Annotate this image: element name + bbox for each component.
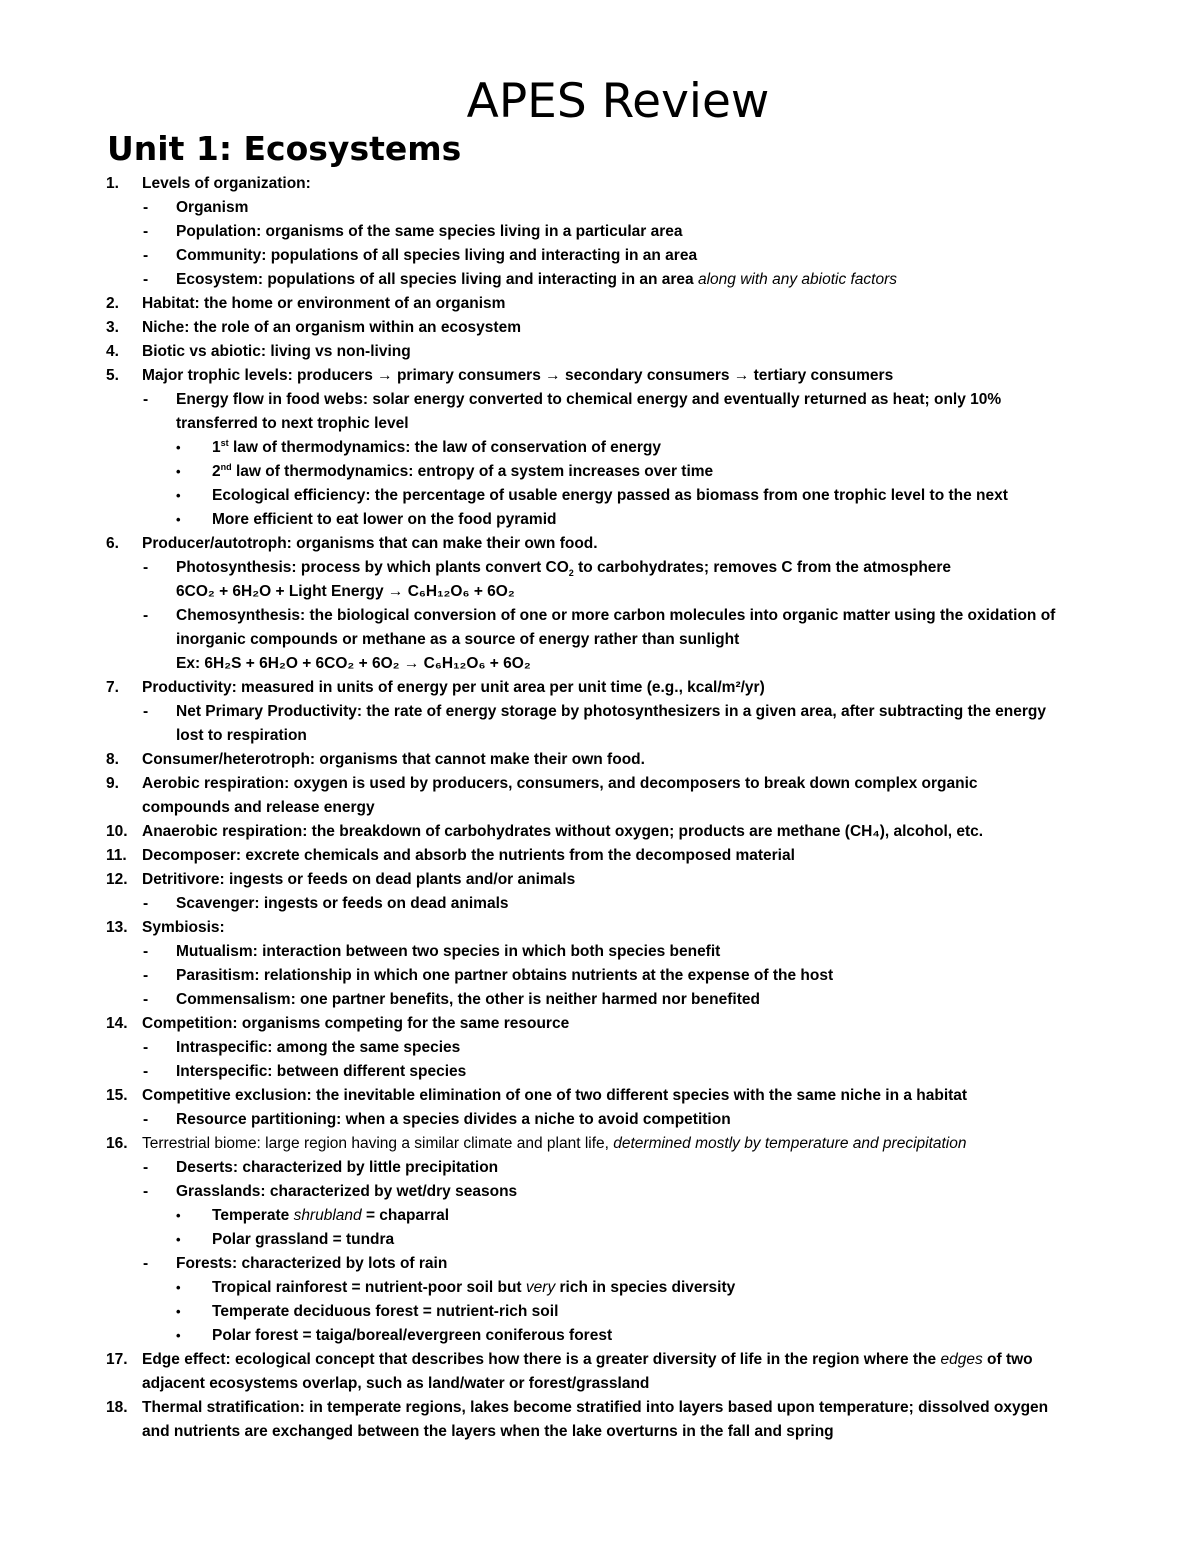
dash-marker: - — [143, 391, 149, 408]
item-text: Major trophic levels: producers → primary consumers → secondary consumers → tertiary consumers — [142, 367, 894, 384]
item-text: Niche: the role of an organism within an ecosystem — [142, 319, 521, 336]
item-text: Anaerobic respiration: the breakdown of carbohydrates without oxygen; products are methane (CH₄), alcohol, etc. — [142, 823, 984, 840]
dash-marker: - — [143, 607, 149, 624]
bullet-text: Polar grassland = tundra — [212, 1231, 395, 1248]
dash-marker: - — [143, 967, 149, 984]
bullet-text: Temperate deciduous forest = nutrient-rich soil — [212, 1303, 559, 1320]
bullet-marker: • — [176, 1328, 181, 1343]
item-text: Habitat: the home or environment of an organism — [142, 295, 506, 312]
item-number: 1. — [106, 175, 119, 192]
item-text: adjacent ecosystems overlap, such as land/water or forest/grassland — [142, 1375, 650, 1392]
equation-text: Ex: 6H₂S + 6H₂O + 6CO₂ + 6O₂ → C₆H₁₂O₆ + 6O₂ — [176, 655, 531, 672]
item-number: 12. — [106, 871, 128, 888]
sub-item-text: Resource partitioning: when a species divides a niche to avoid competition — [176, 1111, 731, 1128]
sub-item-text: inorganic compounds or methane as a source of energy rather than sunlight — [176, 631, 740, 648]
bullet-marker: • — [176, 1304, 181, 1319]
item-number: 18. — [106, 1399, 128, 1416]
bullet-marker: • — [176, 512, 181, 527]
item-number: 17. — [106, 1351, 128, 1368]
arrow-icon: → — [377, 367, 393, 384]
dash-marker: - — [143, 943, 149, 960]
bullet-text: Ecological efficiency: the percentage of usable energy passed as biomass from one trophic level to the next — [212, 487, 1008, 504]
sub-item-text: Community: populations of all species living and interacting in an area — [176, 247, 698, 264]
dash-marker: - — [143, 223, 149, 240]
sub-item-text: Intraspecific: among the same species — [176, 1039, 461, 1056]
sub-item-text: Energy flow in food webs: solar energy converted to chemical energy and eventually returned as heat; only 10% — [176, 391, 1002, 408]
item-number: 7. — [106, 679, 119, 696]
item-text: Competition: organisms competing for the same resource — [142, 1015, 570, 1032]
item-text: Biotic vs abiotic: living vs non-living — [142, 343, 411, 360]
item-number: 11. — [106, 847, 127, 864]
item-text: Productivity: measured in units of energy per unit area per unit time (e.g., kcal/m²/yr) — [142, 679, 765, 696]
sub-item-text: Interspecific: between different species — [176, 1063, 467, 1080]
item-text: Symbiosis: — [142, 919, 225, 936]
bullet-marker: • — [176, 1208, 181, 1223]
item-text: Thermal stratification: in temperate regions, lakes become stratified into layers based upon temperature; dissolved oxygen — [142, 1399, 1049, 1416]
item-text: compounds and release energy — [142, 799, 375, 816]
item-number: 4. — [106, 343, 119, 360]
unit-heading: Unit 1: Ecosystems — [107, 129, 462, 168]
item-number: 8. — [106, 751, 119, 768]
dash-marker: - — [143, 1183, 149, 1200]
arrow-icon: → — [545, 367, 561, 384]
item-number: 14. — [106, 1015, 128, 1032]
item-number: 15. — [106, 1087, 128, 1104]
arrow-icon: → — [403, 655, 420, 672]
dash-marker: - — [143, 1063, 149, 1080]
italic-text: along with any abiotic factors — [697, 271, 898, 288]
sub-item-text: Photosynthesis: process by which plants convert $CO_2$ to carbohydrates; removes C from the atmosphere — [176, 559, 952, 579]
sub-item-text: Forests: characterized by lots of rain — [176, 1255, 448, 1272]
item-number: 5. — [106, 367, 119, 384]
arrow-icon: → — [387, 583, 404, 600]
item-number: 2. — [106, 295, 119, 312]
dash-marker: - — [143, 1255, 149, 1272]
italic-text: edges — [940, 1351, 983, 1368]
item-number: 6. — [106, 535, 119, 552]
item-text: and nutrients are exchanged between the layers when the lake overturns in the fall and spring — [142, 1423, 834, 1440]
dash-marker: - — [143, 559, 149, 576]
item-text: Competitive exclusion: the inevitable elimination of one of two different species with the same niche in a habitat — [142, 1087, 968, 1104]
dash-marker: - — [143, 247, 149, 264]
bullet-text: More efficient to eat lower on the food pyramid — [212, 511, 557, 528]
dash-marker: - — [143, 703, 149, 720]
item-text: Edge effect: ecological concept that describes how there is a greater diversity of life in the region where the edges of two — [142, 1351, 1033, 1368]
sub-item-text: Commensalism: one partner benefits, the other is neither harmed nor benefited — [176, 991, 760, 1008]
dash-marker: - — [143, 1111, 149, 1128]
dash-marker: - — [143, 271, 149, 288]
bullet-marker: • — [176, 1232, 181, 1247]
sub-item-text: Parasitism: relationship in which one partner obtains nutrients at the expense of the host — [176, 967, 834, 984]
bullet-text: 1st law of thermodynamics: the law of conservation of energy — [212, 437, 662, 456]
italic-text: shrubland — [293, 1207, 362, 1224]
sub-item-text: Net Primary Productivity: the rate of energy storage by photosynthesizers in a given area, after subtracting the energy — [176, 703, 1046, 720]
sub-item-text: Mutualism: interaction between two species in which both species benefit — [176, 943, 721, 960]
item-number: 10. — [106, 823, 128, 840]
item-text: Levels of organization: — [142, 175, 311, 192]
item-text: Decomposer: excrete chemicals and absorb the nutrients from the decomposed material — [142, 847, 795, 864]
bullet-marker: • — [176, 1280, 181, 1295]
item-text: Detritivore: ingests or feeds on dead plants and/or animals — [142, 871, 576, 888]
item-text: Aerobic respiration: oxygen is used by producers, consumers, and decomposers to break down complex organic — [142, 775, 978, 792]
dash-marker: - — [143, 991, 149, 1008]
bullet-marker: • — [176, 464, 181, 479]
dash-marker: - — [143, 199, 149, 216]
sub-item-text: transferred to next trophic level — [176, 415, 409, 432]
bullet-marker: • — [176, 488, 181, 503]
bullet-text: Temperate shrubland = chaparral — [212, 1207, 450, 1224]
item-text: Producer/autotroph: organisms that can make their own food. — [142, 535, 598, 552]
equation-text: 6CO₂ + 6H₂O + Light Energy → C₆H₁₂O₆ + 6O₂ — [176, 583, 515, 600]
bullet-marker: • — [176, 440, 181, 455]
item-number: 16. — [106, 1135, 128, 1152]
bullet-text: 2nd law of thermodynamics: entropy of a system increases over time — [212, 461, 714, 480]
sub-item-text: Grasslands: characterized by wet/dry seasons — [176, 1183, 518, 1200]
item-number: 13. — [106, 919, 128, 936]
page-title: APES Review — [466, 74, 770, 129]
bullet-text: Polar forest = taiga/boreal/evergreen coniferous forest — [212, 1327, 613, 1344]
sub-item-text: Scavenger: ingests or feeds on dead animals — [176, 895, 509, 912]
sub-item-text: Ecosystem: populations of all species living and interacting in an area along with any abiotic factors — [176, 271, 898, 288]
dash-marker: - — [143, 895, 149, 912]
arrow-icon: → — [733, 367, 750, 384]
sub-item-text: Population: organisms of the same species living in a particular area — [176, 223, 683, 240]
item-text: Consumer/heterotroph: organisms that cannot make their own food. — [142, 751, 645, 768]
italic-text: determined mostly by temperature and precipitation — [613, 1135, 967, 1152]
bullet-text: Tropical rainforest = nutrient-poor soil but very rich in species diversity — [212, 1279, 736, 1296]
italic-text: very — [525, 1279, 556, 1296]
item-number: 9. — [106, 775, 119, 792]
dash-marker: - — [143, 1159, 149, 1176]
item-number: 3. — [106, 319, 119, 336]
sub-item-text: Deserts: characterized by little precipitation — [176, 1159, 499, 1176]
dash-marker: - — [143, 1039, 149, 1056]
item-text: Terrestrial biome: large region having a similar climate and plant life, determined mostly by temperature and precipitation — [142, 1135, 967, 1152]
sub-item-text: Organism — [176, 199, 249, 216]
sub-item-text: lost to respiration — [176, 727, 307, 744]
sub-item-text: Chemosynthesis: the biological conversion of one or more carbon molecules into organic matter using the oxidation of — [176, 607, 1056, 624]
